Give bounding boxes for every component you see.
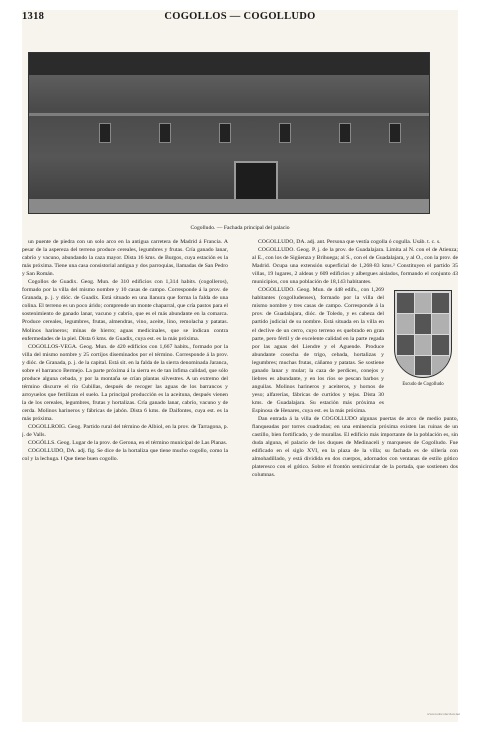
entry-cogolludo-adj: COGOLLUDO, DA. adj. fig. Se dice de la hortaliza que tiene mucho cogollo, como la col y la lechuga. ‖ Que tiene buen cogollo. [22, 448, 228, 463]
entry-cogollos-vega: COGOLLOS-VEGA. Geog. Mun. de 420 edificios con 1,667 habits., formado por la villa del mismo nombre y 25 cortijos diseminados por el término. Corresponde á la prov. y dióc. de Granada, p. j. de la capital. Está sit. en la falda de la sierra denominada Jaranca, sobre el barranco Bermejo. La parte próxima á la sierra es de tan ínfima calidad, que sólo produce alguna cebada, y por la montaña se crían plantas silvestres. A un extremo del término discurre el río Cubillas, después de recoger las aguas de los barrancos y arroyuelos que fertilizan el suelo. La principal producción es la aceituna, después vienen la de los cereales, legumbres, frutas y hortalizas. Cría ganado lanar, cabrío, vacuno y de cerda. Molinos harineros y fábricas de jabón. Dista 6 kms. de Daifontes, cuya est. es la más próxima. [22, 343, 228, 423]
right-column [252, 238, 458, 724]
entry-paragraph: un puente de piedra con un solo arco en la antigua carretera de Madrid á Francia. A pesar de la aspereza del terreno produce cereales, legumbres y frutas. Cría ganado lanar, cabrío y vacuno, abundando la caza mayor. Dista 16 kms. de Burgos, cuya estación es la más próxima. Tiene una casa consistorial antigua y dos parroquias, llamadas de San Pedro y San Román. [22, 239, 228, 278]
figure-caption: Cogolludo. — Fachada principal del palacio [190, 225, 290, 231]
entry-cogolludo-partido: COGOLLUDO. Geog. P. j. de la prov. de Guadalajara. Limita al N. con el de Atienza; al E., con los de Sigüenza y Brihuega; al S., con el de Guadalajara, y al O., con la prov. de Madrid. Ocupa una extensión superficial de 1,268·83 kms.² Constituyen el partido 35 villas, 19 lugares, 2 aldeas y 609 edificios y albergues aislados, formando el conjunto 43 municipios, con una población de 18,143 habitantes. [252, 247, 458, 286]
text-area [22, 10, 458, 722]
page-number: 1318 [22, 11, 45, 22]
coat-of-arms-caption: Escudo de Cogolludo [402, 382, 444, 388]
coat-of-arms-shield-icon [394, 290, 452, 378]
entry-cogollos-de-guadix: Cogollos de Guadix. Geog. Mun. de 310 edificios con 1,314 habits. (cogolleros), formado por la villa del mismo nombre y 10 casas de campo. Corresponde á la prov. de Granada, p. j. y dióc. de Guadix. Está situado en una llanura que forma la falda de una colina. El terreno es un poco árido; comprende un monte chaparral, que cría pastos para el sostenimiento de ganado lanar, vacuno y cabrío, que es el más abundante en la comarca. Produce cereales, legumbres, frutas, almendras, vino, aceite, lino, remolacha y patatas. Molinos harineros; minas de hierro; aguas medicinales, que se indican contra enfermedades de la piel. Dista 6 kms. de Guadix, cuya est. es la más próxima. [22, 279, 228, 342]
entry-cogolludo-ant: COGOLLUDO, DA. adj. ant. Persona que vestía cogolla ó cogulla. Usáb. t. c. s. [258, 239, 441, 245]
entry-cogolls: COGÓLLS. Geog. Lugar de la prov. de Gerona, en el término municipal de Las Planas. [28, 440, 228, 447]
entry-cogolludo-palacio: Dan entrada á la villa de COGOLLUDO algunas puertas de arco de medio punto, flanqueadas por torres cuadradas; en una eminencia próxima existen las ruinas de un castillo, bien fortificado, y de murallas. El edificio más importante de la población es, sin duda alguna, el palacio de los duques de Medinaceli y marqueses de Cogolludo. Fue edificado en el siglo XVI, en la plaza de la villa; su fachada es de sillería con almohadillado, y está dividida en dos cuerpos, adornados con ventanas de estilo gótico plateresco con el gótico. Sobre el frontón semicircular de la portada, que sostienen dos columnas. [252, 416, 458, 479]
entry-cogolludo-municipio: COGOLLUDO. Geog. Mun. de 448 edifs., con 1,269 habitantes (cogolludenses), formado por la villa del mismo nombre y tres casas de campo. Corresponde á la prov. de Guadalajara, dióc. de Toledo, y es cabeza del partido judicial de su nombre. Está situada en la villa en el declive de un cerro, cuyo terreno es quebrado en gran parte, pero fértil y de excelente calidad en la parte regada por las aguas del Liendre y el Aguende. Produce abundante cosecha de trigo, cebada, hortalizas y legumbres; muchas frutas, cáñamo y patatas. Se sostiene ganado lanar y mular; la caza de perdices, conejos y liebres es abundante, y en los ríos se pescan barbos y anguilas. Molinos harineros y aceiteros, y hornos de yeso; alfarerías, fábricas de curtidos y tejas. Dista 30 kms. de Guadalajara. Su estación más próxima es Espinosa de Henares, cuya est. es la más próxima. [252, 287, 384, 414]
left-column [22, 238, 228, 724]
imprint-watermark: www.todocoleccion.net [426, 712, 460, 716]
coat-of-arms-figure [388, 288, 458, 402]
entry-cogollroig: COGOLLROIG. Geog. Partido rural del término de Albiol, en la prov. de Tarragona, p. j. de Valls. [22, 424, 228, 439]
running-head: COGOLLOS — COGOLLUDO [164, 11, 316, 22]
